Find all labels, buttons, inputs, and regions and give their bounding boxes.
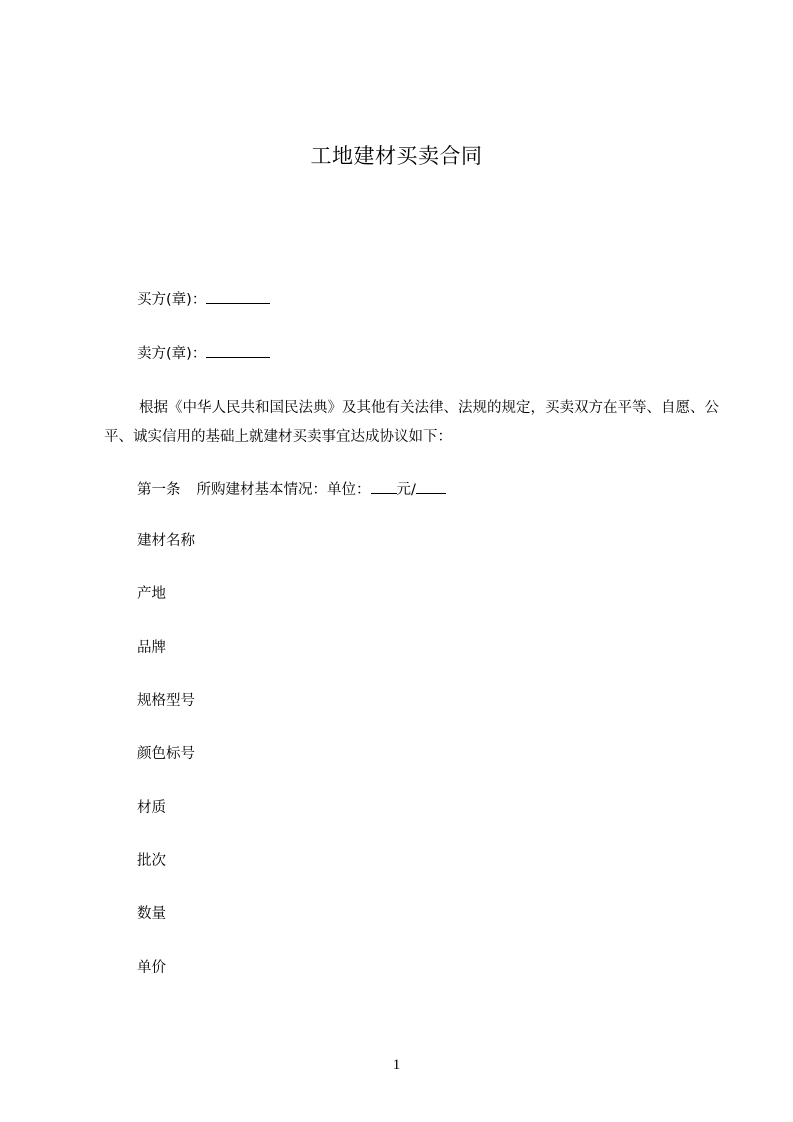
- field-item: 数量: [137, 906, 166, 922]
- page-number: 1: [392, 1057, 401, 1073]
- field-item: 颜色标号: [137, 746, 195, 762]
- seller-label: 卖方(章)：: [137, 346, 207, 362]
- field-item: 规格型号: [137, 693, 195, 709]
- field-item: 品牌: [137, 640, 166, 656]
- unit-price-blank: [371, 480, 397, 494]
- field-item: 产地: [137, 586, 166, 602]
- unit-slash: /: [411, 482, 416, 498]
- unit-measure-blank: [416, 480, 446, 494]
- field-item: 批次: [137, 853, 166, 869]
- seller-line: [137, 344, 270, 364]
- seller-signature-blank: [206, 344, 270, 358]
- preamble-text: 根据《中华人民共和国民法典》及其他有关法律、法规的规定，买卖双方在平等、自愿、公平、诚实信用的基础上就建材买卖事宜达成协议如下：: [104, 400, 719, 445]
- document-title: 工地建材买卖合同: [310, 144, 483, 168]
- buyer-label: 买方(章)：: [137, 292, 207, 308]
- article-1-text: 所购建材基本情况：单位：: [196, 482, 371, 498]
- article-1-line: [137, 480, 446, 500]
- preamble-paragraph: [104, 394, 724, 452]
- field-item: 建材名称: [137, 533, 195, 549]
- unit-yuan: 元: [396, 482, 411, 498]
- article-1-heading: 第一条: [137, 482, 181, 498]
- buyer-line: [137, 290, 270, 310]
- field-item: 材质: [137, 800, 166, 816]
- field-item: 单价: [137, 960, 166, 976]
- buyer-signature-blank: [206, 290, 270, 304]
